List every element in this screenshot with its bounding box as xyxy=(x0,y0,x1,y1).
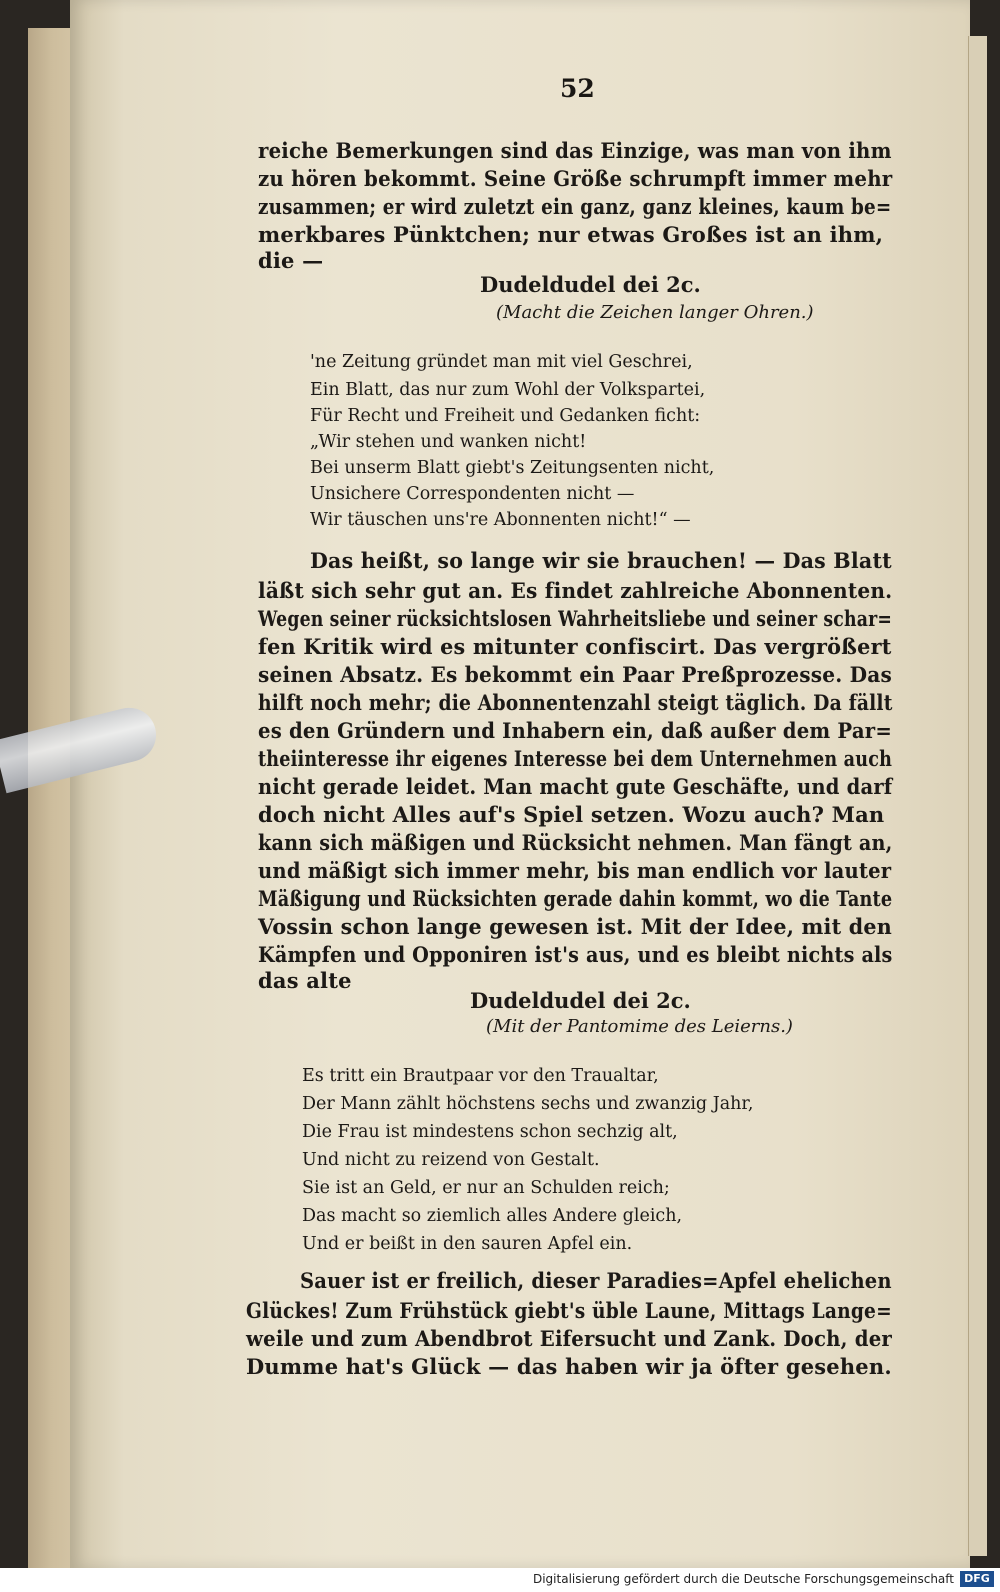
verse-line: Für Recht und Freiheit und Gedanken ficht: xyxy=(310,406,701,426)
text-line: Vossin schon lange gewesen ist. Mit der Idee, mit den xyxy=(258,914,892,939)
text-line: nicht gerade leidet. Man macht gute Geschäfte, und darf xyxy=(258,774,893,799)
dfg-logo: DFG xyxy=(960,1571,994,1587)
verse-line: Es tritt ein Brautpaar vor den Traualtar, xyxy=(302,1066,659,1086)
text-line: weile und zum Abendbrot Eifersucht und Zank. Doch, der xyxy=(246,1326,892,1351)
verse-line: „Wir stehen und wanken nicht! xyxy=(310,432,587,452)
text-line: hilft noch mehr; die Abonnentenzahl steigt täglich. Da fällt xyxy=(258,690,893,715)
text-line: Kämpfen und Opponiren ist's aus, und es bleibt nichts als xyxy=(258,942,893,967)
verse-line: Das macht so ziemlich alles Andere gleich, xyxy=(302,1206,683,1226)
verse-line: Bei unserm Blatt giebt's Zeitungsenten nicht, xyxy=(310,458,715,478)
verse-line: 'ne Zeitung gründet man mit viel Geschrei, xyxy=(310,352,693,372)
text-line: zu hören bekommt. Seine Größe schrumpft immer mehr xyxy=(258,166,893,191)
stage-direction: (Mit der Pantomime des Leierns.) xyxy=(486,1016,793,1037)
stage-direction: (Macht die Zeichen langer Ohren.) xyxy=(496,302,814,323)
text-line: fen Kritik wird es mitunter confiscirt. Das vergrößert xyxy=(258,634,892,659)
text-line: seinen Absatz. Es bekommt ein Paar Preßprozesse. Das xyxy=(258,662,893,687)
verse-line: Sie ist an Geld, er nur an Schulden reich; xyxy=(302,1178,670,1198)
verse-line: Wir täuschen uns're Abonnenten nicht!“ — xyxy=(310,510,691,530)
text-line: doch nicht Alles auf's Spiel setzen. Wozu auch? Man xyxy=(258,802,885,827)
text-line: Dumme hat's Glück — das haben wir ja öfter gesehen. xyxy=(246,1354,892,1379)
verse-line: Und nicht zu reizend von Gestalt. xyxy=(302,1150,600,1170)
verse-line: Unsichere Correspondenten nicht — xyxy=(310,484,635,504)
text-line: Sauer ist er freilich, dieser Paradies=Apfel ehelichen xyxy=(300,1268,892,1293)
refrain-title: Dudeldudel dei 2c. xyxy=(480,272,701,297)
text-line: es den Gründern und Inhabern ein, daß außer dem Par= xyxy=(258,718,893,743)
verse-line: Ein Blatt, das nur zum Wohl der Volkspartei, xyxy=(310,380,706,400)
text-line: Wegen seiner rücksichtslosen Wahrheitsliebe und seiner schar= xyxy=(258,606,893,631)
text-line: theiinteresse ihr eigenes Interesse bei dem Unternehmen auch xyxy=(258,746,893,771)
verse-line: Die Frau ist mindestens schon sechzig alt, xyxy=(302,1122,678,1142)
text-line: Das heißt, so lange wir sie brauchen! — Das Blatt xyxy=(310,548,892,573)
text-line: und mäßigt sich immer mehr, bis man endlich vor lauter xyxy=(258,858,892,883)
next-page-edge xyxy=(968,36,987,1556)
text-line: Glückes! Zum Frühstück giebt's üble Laune, Mittags Lange= xyxy=(246,1298,892,1323)
verse-line: Der Mann zählt höchstens sechs und zwanzig Jahr, xyxy=(302,1094,754,1114)
page-number: 52 xyxy=(560,74,595,103)
verse-line: Und er beißt in den sauren Apfel ein. xyxy=(302,1234,633,1254)
text-line: reiche Bemerkungen sind das Einzige, was man von ihm xyxy=(258,138,892,163)
text-line: die — xyxy=(258,248,324,273)
text-line: merkbares Pünktchen; nur etwas Großes ist an ihm, xyxy=(258,222,884,247)
footer-bar xyxy=(0,1568,1000,1592)
text-line: läßt sich sehr gut an. Es findet zahlreiche Abonnenten. xyxy=(258,578,893,603)
refrain-title: Dudeldudel dei 2c. xyxy=(470,988,691,1013)
text-line: zusammen; er wird zuletzt ein ganz, ganz kleines, kaum be= xyxy=(258,194,892,219)
footer-credit: Digitalisierung gefördert durch die Deutsche Forschungsgemeinschaft xyxy=(532,1572,954,1586)
text-line: kann sich mäßigen und Rücksicht nehmen. Man fängt an, xyxy=(258,830,893,855)
text-line: das alte xyxy=(258,968,352,993)
text-line: Mäßigung und Rücksichten gerade dahin kommt, wo die Tante xyxy=(258,886,893,911)
